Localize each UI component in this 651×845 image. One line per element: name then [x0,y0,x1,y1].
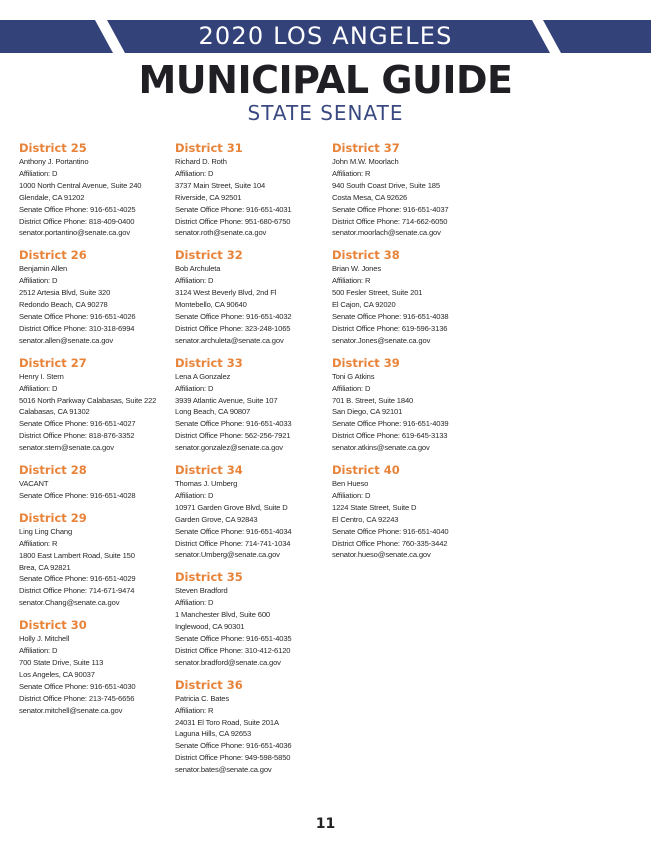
district-detail-line: Costa Mesa, CA 92626 [332,192,408,202]
district-detail-line: Affiliation: D [175,276,214,286]
page-number: 11 [315,816,336,832]
district-detail-line: Garden Grove, CA 92843 [175,514,258,524]
district-detail-line: Senate Office Phone: 916-651-4035 [175,634,292,643]
district-detail-line: District Office Phone: 951-680-6750 [175,216,291,226]
district-detail-line: Senate Office Phone: 916-651-4040 [332,526,449,536]
district-detail-line: Senate Office Phone: 916-651-4029 [19,574,136,584]
district-block [19,618,169,716]
district-detail-line: Steven Bradford [175,586,228,596]
district-detail-line: senator.roth@senate.ca.gov [175,228,267,238]
district-detail-line: Senate Office Phone: 916-651-4028 [19,490,136,500]
column-2 [175,141,325,785]
district-detail-line: District Office Phone: 714-741-1034 [175,538,291,548]
district-block [19,463,169,502]
district-detail-line: El Centro, CA 92243 [332,514,399,524]
district-detail-line: Affiliation: D [175,383,214,393]
district-detail-line: 3737 Main Street, Suite 104 [175,180,266,190]
district-block [175,356,325,454]
district-detail-line: Senate Office Phone: 916-651-4039 [332,419,449,429]
district-detail-line: senator.allen@senate.ca.gov [19,335,114,345]
banner-title: 2020 LOS ANGELES [198,22,453,50]
district-detail-line: Affiliation: D [175,490,214,500]
district-detail-line: Riverside, CA 92501 [175,192,242,202]
district-detail-line: Anthony J. Portantino [19,157,89,166]
district-heading: District 30 [19,618,87,633]
district-detail-line: VACANT [19,479,49,489]
district-detail-line: senator.gonzalez@senate.ca.gov [175,443,283,453]
district-detail-line: Affiliation: R [175,705,214,715]
district-block [19,356,169,454]
district-detail-line: Laguna Hills, CA 92653 [175,729,252,739]
district-detail-line: District Office Phone: 714-671-9474 [19,586,135,596]
district-detail-line: senator.bates@senate.ca.gov [175,765,272,775]
district-detail-line: Senate Office Phone: 916-651-4037 [332,204,449,214]
district-detail-line: senator.mitchell@senate.ca.gov [19,705,123,715]
district-block [175,141,325,239]
district-detail-line: District Office Phone: 213-745-6656 [19,693,135,703]
district-detail-line: Senate Office Phone: 916-651-4026 [19,311,136,321]
district-detail-line: 24031 El Toro Road, Suite 201A [175,717,279,727]
district-detail-line: 1000 North Central Avenue, Suite 240 [19,180,142,190]
district-heading: District 35 [175,570,243,585]
district-detail-line: Senate Office Phone: 916-651-4034 [175,526,292,536]
district-block [19,511,169,609]
district-heading: District 25 [19,141,87,155]
district-detail-line: Senate Office Phone: 916-651-4032 [175,311,292,321]
district-detail-line: Brea, CA 92821 [19,562,71,572]
district-detail-line: El Cajon, CA 92020 [332,300,396,310]
district-detail-line: senator.portantino@senate.ca.gov [19,228,130,238]
district-detail-line: District Office Phone: 619-645-3133 [332,431,448,441]
district-detail-line: 1224 State Street, Suite D [332,502,417,512]
district-detail-line: Affiliation: D [332,383,371,393]
district-detail-line: District Office Phone: 714-662-6050 [332,216,448,226]
district-heading: District 39 [332,355,400,370]
district-detail-line: Lena A Gonzalez [175,371,231,381]
district-detail-line: 5016 North Parkway Calabasas, Suite 222 [19,395,157,405]
district-detail-line: San Diego, CA 92101 [332,407,403,417]
district-detail-line: Los Angeles, CA 90037 [19,669,95,679]
district-block [175,570,325,668]
district-detail-line: Ling Ling Chang [19,526,73,536]
district-heading: District 36 [175,677,243,692]
district-block [332,141,482,239]
district-detail-line: senator.bradford@senate.ca.gov [175,657,281,667]
district-block [332,463,482,561]
district-detail-line: Redondo Beach, CA 90278 [19,300,108,310]
district-detail-line: senator.Jones@senate.ca.gov [332,335,431,345]
district-detail-line: 940 South Coast Drive, Suite 185 [332,180,440,190]
district-block [175,248,325,346]
district-heading: District 32 [175,248,243,263]
district-detail-line: 1 Manchester Blvd, Suite 600 [175,610,270,620]
district-detail-line: Senate Office Phone: 916-651-4036 [175,741,292,751]
district-detail-line: Affiliation: D [332,490,371,500]
district-detail-line: Benjamin Allen [19,264,68,274]
district-heading: District 33 [175,355,243,370]
district-block [175,678,325,776]
district-block [175,463,325,561]
district-detail-line: 10971 Garden Grove Blvd, Suite D [175,502,288,512]
district-detail-line: Affiliation: D [19,646,58,656]
district-detail-line: Affiliation: D [175,168,214,178]
district-detail-line: Montebello, CA 90640 [175,300,247,310]
district-detail-line: District Office Phone: 760-335-3442 [332,538,448,548]
district-detail-line: Senate Office Phone: 916-651-4031 [175,204,292,214]
district-heading: District 31 [175,141,243,155]
district-detail-line: 700 State Drive, Suite 113 [19,658,104,667]
district-heading: District 34 [175,463,243,478]
district-detail-line: Senate Office Phone: 916-651-4027 [19,419,136,429]
district-detail-line: 3124 West Beverly Blvd, 2nd Fl [175,288,277,298]
column-3 [332,141,482,570]
district-detail-line: 1800 East Lambert Road, Suite 150 [19,550,135,560]
district-heading: District 40 [332,463,400,478]
district-heading: District 26 [19,248,87,263]
district-detail-line: District Office Phone: 818-876-3352 [19,431,135,441]
column-1 [19,141,169,726]
district-detail-line: 500 Fesler Street, Suite 201 [332,288,423,298]
page-title: MUNICIPAL GUIDE [138,58,513,102]
district-detail-line: Holly J. Mitchell [19,634,70,644]
district-detail-line: senator.hueso@senate.ca.gov [332,550,431,560]
district-detail-line: District Office Phone: 323-248-1065 [175,323,291,333]
district-detail-line: 2512 Artesia Blvd, Suite 320 [19,288,111,298]
district-detail-line: Richard D. Roth [175,157,227,166]
district-detail-line: senator.atkins@senate.ca.gov [332,443,430,453]
district-detail-line: District Office Phone: 310-318-6994 [19,323,135,333]
district-detail-line: Affiliation: D [19,168,58,178]
district-heading: District 28 [19,463,87,478]
district-detail-line: senator.Umberg@senate.ca.gov [175,550,280,560]
district-detail-line: Affiliation: R [19,538,58,548]
district-block [19,248,169,346]
district-detail-line: senator.stern@senate.ca.gov [19,443,114,453]
district-block [332,248,482,346]
district-detail-line: Senate Office Phone: 916-651-4033 [175,419,292,429]
page-subtitle: STATE SENATE [247,101,404,125]
district-detail-line: Senate Office Phone: 916-651-4038 [332,311,449,321]
district-detail-line: senator.Chang@senate.ca.gov [19,598,120,608]
district-detail-line: District Office Phone: 818-409-0400 [19,216,135,226]
district-detail-line: senator.archuleta@senate.ca.gov [175,335,284,345]
district-detail-line: Affiliation: D [175,598,214,608]
district-detail-line: District Office Phone: 562-256-7921 [175,431,291,441]
district-detail-line: District Office Phone: 619-596-3136 [332,323,448,333]
district-detail-line: District Office Phone: 949-598-5850 [175,753,291,763]
district-detail-line: Bob Archuleta [175,264,221,274]
district-detail-line: Affiliation: R [332,168,371,178]
district-detail-line: 3939 Atlantic Avenue, Suite 107 [175,395,278,405]
district-detail-line: Inglewood, CA 90301 [175,622,245,632]
district-detail-line: senator.moorlach@senate.ca.gov [332,228,441,238]
district-detail-line: Glendale, CA 91202 [19,192,85,202]
district-heading: District 37 [332,141,400,155]
district-detail-line: 701 B. Street, Suite 1840 [332,395,414,405]
district-block [19,141,169,239]
district-detail-line: Senate Office Phone: 916-651-4030 [19,681,136,691]
district-heading: District 29 [19,510,87,525]
district-detail-line: Senate Office Phone: 916-651-4025 [19,204,136,214]
district-detail-line: Ben Hueso [332,479,369,489]
district-detail-line: Affiliation: D [19,276,58,286]
district-detail-line: Thomas J. Umberg [175,479,238,489]
district-detail-line: Affiliation: R [332,276,371,286]
district-detail-line: Toni G Atkins [332,371,375,381]
district-detail-line: District Office Phone: 310-412-6120 [175,645,291,655]
district-detail-line: John M.W. Moorlach [332,157,399,166]
district-detail-line: Patricia C. Bates [175,693,230,703]
district-heading: District 27 [19,355,87,370]
district-detail-line: Henry I. Stern [19,371,64,381]
district-detail-line: Brian W. Jones [332,264,381,274]
district-block [332,356,482,454]
district-detail-line: Long Beach, CA 90807 [175,407,251,417]
district-detail-line: Affiliation: D [19,383,58,393]
district-detail-line: Calabasas, CA 91302 [19,407,90,417]
district-heading: District 38 [332,248,400,263]
